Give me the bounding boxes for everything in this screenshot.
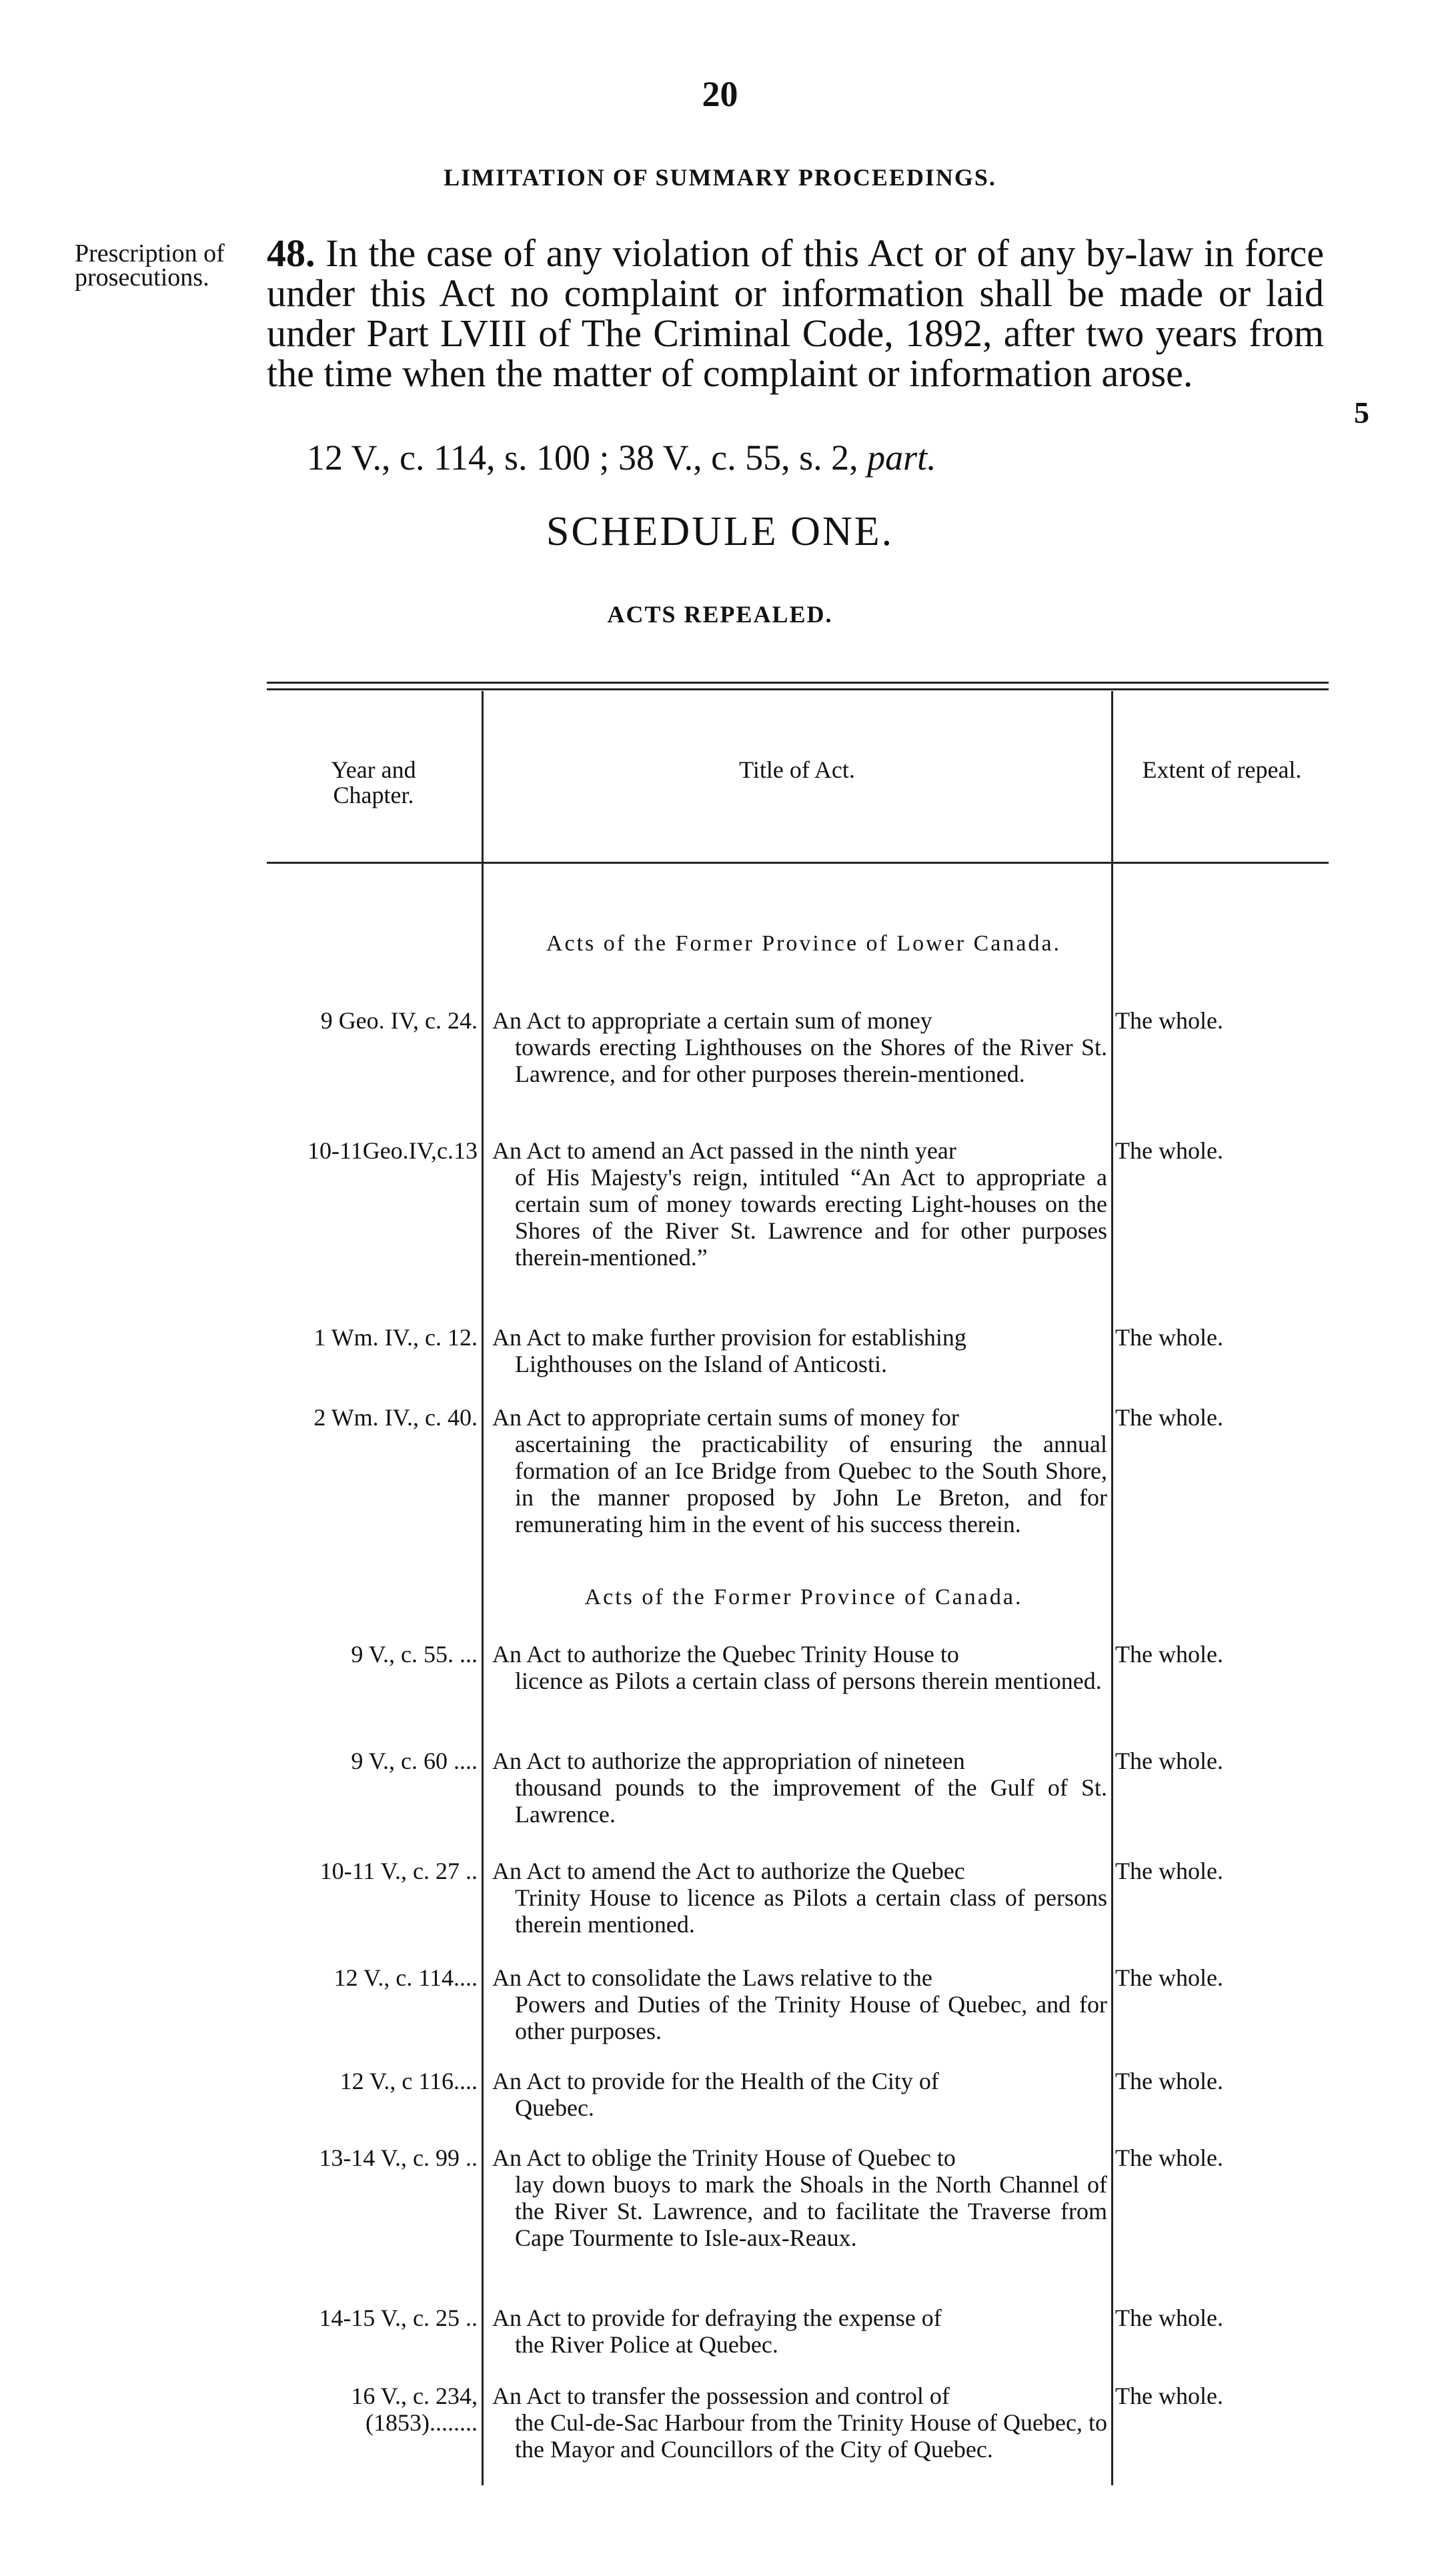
row-extent: The whole. <box>1115 2144 1223 2171</box>
section-head-canada: Acts of the Former Province of Canada. <box>584 1585 1023 1609</box>
row-extent: The whole. <box>1115 2383 1223 2409</box>
row-title <box>492 1858 1107 1938</box>
row-title-first: An Act to authorize the appropriation of nineteen <box>492 1748 965 1774</box>
table-top-rule <box>267 682 1329 684</box>
row-title-first: An Act to amend the Act to authorize the Quebec <box>492 1858 965 1884</box>
row-year: 9 V., c. 55. ... <box>351 1641 478 1668</box>
row-title-first: An Act to appropriate certain sums of money for <box>492 1404 959 1431</box>
row-extent: The whole. <box>1115 1858 1223 1884</box>
row-title-first: An Act to appropriate a certain sum of money <box>492 1007 932 1034</box>
row-title <box>492 1137 1107 1271</box>
column-divider-1 <box>482 691 484 2485</box>
row-title-first: An Act to consolidate the Laws relative to the <box>492 1964 932 1991</box>
header-year: Year and Chapter. <box>331 756 416 808</box>
row-title <box>492 2068 1107 2121</box>
row-title <box>492 2305 1107 2358</box>
row-title-rest: of His Majesty's reign, intituled “An Act to appropriate a certain sum of money towards erecting Light-houses on the Shores of the River St. Lawrence and for other purposes therein-mentioned.” <box>515 1164 1107 1271</box>
row-title <box>492 1404 1107 1537</box>
row-title-rest: Trinity House to licence as Pilots a certain class of persons therein mentioned. <box>515 1884 1107 1938</box>
table-top-rule-2 <box>267 688 1329 690</box>
row-extent: The whole. <box>1115 1748 1223 1774</box>
row-extent: The whole. <box>1115 1641 1223 1668</box>
row-title-rest: Powers and Duties of the Trinity House of Quebec, and for other purposes. <box>515 1991 1107 2044</box>
row-year: 14-15 V., c. 25 .. <box>319 2305 478 2331</box>
row-extent: The whole. <box>1115 2305 1223 2331</box>
row-title <box>492 2144 1107 2251</box>
row-extent: The whole. <box>1115 1404 1223 1431</box>
row-title-first: An Act to oblige the Trinity House of Quebec to <box>492 2144 956 2171</box>
row-title-rest: thousand pounds to the improvement of the Gulf of St. Lawrence. <box>515 1774 1107 1828</box>
row-title-first: An Act to make further provision for establishing <box>492 1324 966 1351</box>
citation-main: 12 V., c. 114, s. 100 ; 38 V., c. 55, s. 2, <box>307 438 858 478</box>
row-year: 9 V., c. 60 .... <box>351 1748 478 1774</box>
row-year: 9 Geo. IV, c. 24. <box>320 1007 478 1034</box>
row-extent: The whole. <box>1115 1137 1223 1164</box>
page-number: 20 <box>702 74 738 114</box>
row-title-first: An Act to transfer the possession and control of <box>492 2383 950 2409</box>
row-title-first: An Act to amend an Act passed in the ninth year <box>492 1137 956 1164</box>
row-year: 2 Wm. IV., c. 40. <box>313 1404 478 1431</box>
header-title: Title of Act. <box>739 756 855 783</box>
row-title <box>492 1641 1107 1694</box>
row-extent: The whole. <box>1115 2068 1223 2094</box>
row-year: 13-14 V., c. 99 .. <box>319 2144 478 2171</box>
row-title <box>492 1324 1107 1377</box>
row-extent: The whole. <box>1115 1964 1223 1991</box>
row-year: 10-11 V., c. 27 .. <box>319 1858 478 1884</box>
schedule-subtitle: ACTS REPEALED. <box>607 601 833 628</box>
row-title-rest: ascertaining the practicability of ensuring the annual formation of an Ice Bridge from Quebec to the South Shore, in the manner proposed by John Le Breton, and for remunerating him in the event of his success therein. <box>515 1431 1107 1537</box>
schedule-title: SCHEDULE ONE. <box>546 509 894 554</box>
line-number: 5 <box>1354 396 1369 430</box>
section-head-lower-canada: Acts of the Former Province of Lower Canada. <box>546 931 1062 956</box>
row-year: 16 V., c. 234, (1853)........ <box>351 2383 478 2436</box>
row-year: 12 V., c. 114.... <box>333 1964 478 1991</box>
row-title <box>492 1748 1107 1828</box>
row-title-rest: towards erecting Lighthouses on the Shores of the River St. Lawrence, and for other purposes therein-mentioned. <box>515 1034 1107 1087</box>
row-title <box>492 2383 1107 2463</box>
running-head: LIMITATION OF SUMMARY PROCEEDINGS. <box>444 164 996 191</box>
row-title-first: An Act to provide for defraying the expense of <box>492 2305 942 2331</box>
row-title-first: An Act to authorize the Quebec Trinity House to <box>492 1641 959 1668</box>
row-year: 1 Wm. IV., c. 12. <box>313 1324 478 1351</box>
citation-part: part. <box>867 438 936 478</box>
row-title-first: An Act to provide for the Health of the City of <box>492 2068 939 2094</box>
row-title-rest: the River Police at Quebec. <box>515 2331 778 2358</box>
row-title-rest: licence as Pilots a certain class of persons therein mentioned. <box>515 1668 1102 1694</box>
row-title <box>492 1007 1107 1087</box>
row-extent: The whole. <box>1115 1324 1223 1351</box>
row-extent: The whole. <box>1115 1007 1223 1034</box>
row-title <box>492 1964 1107 2044</box>
row-year: 12 V., c 116.... <box>339 2068 478 2094</box>
row-title-rest: Quebec. <box>515 2094 594 2121</box>
section-48 <box>267 233 1324 394</box>
row-title-rest: Lighthouses on the Island of Anticosti. <box>515 1351 887 1377</box>
section-number: 48. <box>267 231 315 275</box>
row-year: 10-11Geo.IV,c.13 <box>307 1137 478 1164</box>
section-text: In the case of any violation of this Act or of any by-law in force under this Act no complaint or information shall be made or laid under Part LVIII of The Criminal Code, 1892, after two years from the time when the matter of complaint or information arose. <box>267 231 1324 395</box>
row-title-rest: the Cul-de-Sac Harbour from the Trinity House of Quebec, to the Mayor and Councillors of the City of Quebec. <box>515 2409 1107 2463</box>
row-title-rest: lay down buoys to mark the Shoals in the North Channel of the River St. Lawrence, and to facilitate the Traverse from Cape Tourmente to Isle-aux-Reaux. <box>515 2171 1107 2251</box>
margin-note: Prescription of prosecutions. <box>75 239 225 291</box>
header-bottom-rule <box>267 862 1329 864</box>
header-extent: Extent of repeal. <box>1142 756 1302 783</box>
section-citation <box>307 437 936 478</box>
